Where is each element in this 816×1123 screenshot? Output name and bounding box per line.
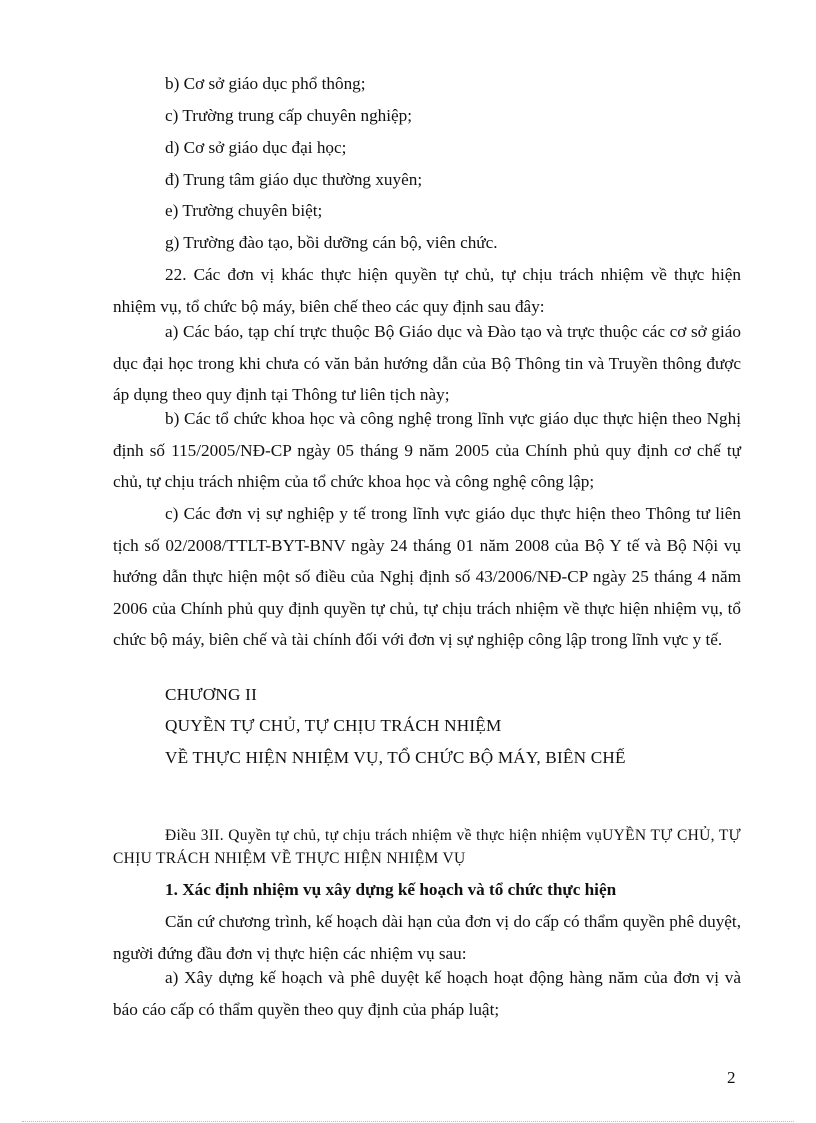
paragraph-22a: a) Các báo, tạp chí trực thuộc Bộ Giáo dục và Đào tạo và trực thuộc các cơ sở giáo dục đại học trong khi chưa có văn bản hướng dẫn của Bộ Thông tin và Truyền thông được áp dụng theo quy định tại Thông tư liên tịch này;	[113, 322, 741, 404]
list-item-c: c) Trường trung cấp chuyên nghiệp;	[165, 106, 413, 125]
list-item-d: d) Cơ sở giáo dục đại học;	[165, 138, 347, 157]
chapter-title-line1: QUYỀN TỰ CHỦ, TỰ CHỊU TRÁCH NHIỆM	[165, 716, 502, 735]
chapter-title-line2: VỀ THỰC HIỆN NHIỆM VỤ, TỔ CHỨC BỘ MÁY, BIÊN CHẾ	[165, 748, 626, 767]
paragraph-22c: c) Các đơn vị sự nghiệp y tế trong lĩnh vực giáo dục thực hiện theo Thông tư liên tịch số 02/2008/TTLT-BYT-BNV ngày 24 tháng 01 năm 2008 của Bộ Y tế và Bộ Nội vụ hướng dẫn thực hiện một số điều của Nghị định số 43/2006/NĐ-CP ngày 25 tháng 4 năm 2006 của Chính phủ quy định quyền tự chủ, tự chịu trách nhiệm về thực hiện nhiệm vụ, tổ chức bộ máy, biên chế và tài chính đối với đơn vị sự nghiệp công lập trong lĩnh vực y tế.	[113, 504, 741, 649]
page-bottom-divider	[22, 1121, 794, 1122]
article-heading: Điều 3II. Quyền tự chủ, tự chịu trách nhiệm về thực hiện nhiệm vụUYỀN TỰ CHỦ, TỰ CHỊU TRÁCH NHIỆM VỀ THỰC HIỆN NHIỆM VỤ	[113, 827, 741, 867]
paragraph-22: 22. Các đơn vị khác thực hiện quyền tự chủ, tự chịu trách nhiệm về thực hiện nhiệm vụ, tổ chức bộ máy, biên chế theo các quy định sau đây:	[113, 265, 741, 316]
list-item-b: b) Cơ sở giáo dục phổ thông;	[165, 74, 366, 93]
paragraph-22b: b) Các tổ chức khoa học và công nghệ trong lĩnh vực giáo dục thực hiện theo Nghị định số 115/2005/NĐ-CP ngày 05 tháng 9 năm 2005 của Chính phủ quy định cơ chế tự chủ, tự chịu trách nhiệm của tổ chức khoa học và công nghệ công lập;	[113, 409, 741, 491]
page-number: 2	[727, 1068, 736, 1087]
section-heading: 1. Xác định nhiệm vụ xây dựng kế hoạch và tổ chức thực hiện	[165, 880, 617, 899]
list-item-dd: đ) Trung tâm giáo dục thường xuyên;	[165, 170, 423, 189]
list-item-e: e) Trường chuyên biệt;	[165, 201, 323, 220]
list-item-g: g) Trường đào tạo, bồi dưỡng cán bộ, viên chức.	[165, 233, 498, 252]
section-intro: Căn cứ chương trình, kế hoạch dài hạn của đơn vị do cấp có thẩm quyền phê duyệt, người đứng đầu đơn vị thực hiện các nhiệm vụ sau:	[113, 912, 741, 963]
section-item-a: a) Xây dựng kế hoạch và phê duyệt kế hoạch hoạt động hàng năm của đơn vị và báo cáo cấp có thẩm quyền theo quy định của pháp luật;	[113, 968, 741, 1019]
chapter-number: CHƯƠNG II	[165, 685, 257, 704]
